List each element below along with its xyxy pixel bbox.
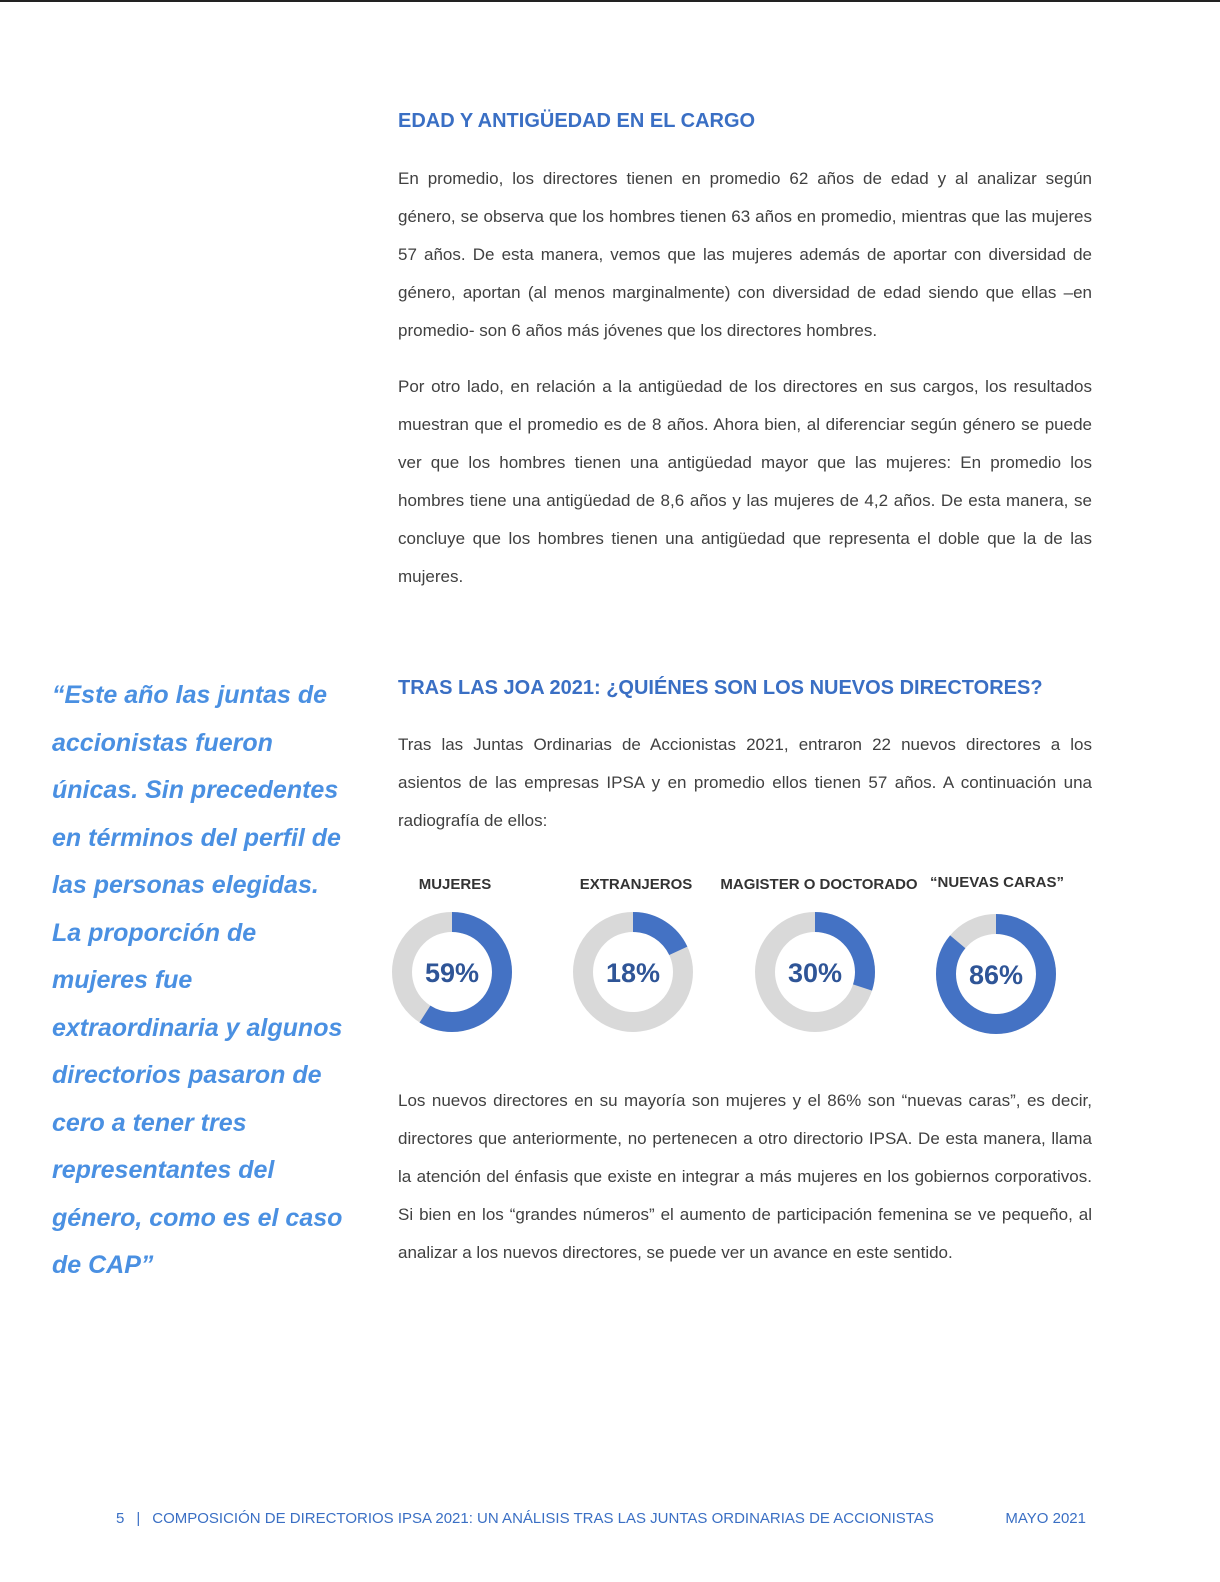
donut-label-mujeres: MUJERES — [418, 876, 492, 893]
donut-nuevas-caras — [934, 912, 1058, 1036]
donut-percent-label: 30% — [787, 958, 843, 988]
paragraph-conclusion-nuevos: Los nuevos directores en su mayoría son mujeres y el 86% son “nuevas caras”, es decir, directores que anteriormente, no pertenecen a otro directorio IPSA. De esta manera, llama la atención del énfasis que existe en integrar a más mujeres en los gobiernos corporativos. Si bien en los “grandes números” el aumento de participación femenina se ve pequeño, al analizar a los nuevos directores, se puede ver un avance en este sentido. — [398, 1091, 1092, 1262]
donut-label-extranjeros: EXTRANJEROS — [579, 876, 693, 893]
paragraph-edad: En promedio, los directores tienen en promedio 62 años de edad y al analizar según género, se observa que los hombres tienen 63 años en promedio, mientras que las mujeres 57 años. De esta manera, vemos que las mujeres además de aportar con diversidad de género, aportan (al menos marginalmente) con diversidad de edad siendo que ellas –en promedio- son 6 años más jóvenes que los directores hombres. — [398, 169, 1092, 340]
donut-mujeres — [390, 910, 514, 1034]
top-rule — [0, 0, 1220, 2]
donut-extranjeros — [571, 910, 695, 1034]
page-number: 5 — [116, 1510, 125, 1527]
footer-separator: | — [136, 1510, 141, 1527]
pull-quote: “Este año las juntas de accionistas fueron únicas. Sin precedentes en términos del perfil de las personas elegidas. La proporción de mujeres fue extraordinaria y algunos directorios pasaron de cero a tener tres representantes del género, como es el caso de CAP” — [52, 681, 343, 1279]
donut-label-nuevas-caras: “NUEVAS CARAS” — [930, 874, 1064, 891]
paragraph-intro-nuevos: Tras las Juntas Ordinarias de Accionistas 2021, entraron 22 nuevos directores a los asientos de las empresas IPSA y en promedio ellos tienen 57 años. A continuación una radiografía de ellos: — [398, 735, 1092, 830]
donut-label-magister: MAGISTER O DOCTORADO — [720, 876, 918, 893]
donut-percent-label: 18% — [605, 958, 661, 988]
donut-percent-label: 86% — [968, 960, 1024, 990]
footer-date: MAYO 2021 — [1005, 1510, 1086, 1527]
paragraph-antiguedad: Por otro lado, en relación a la antigüedad de los directores en sus cargos, los resultados muestran que el promedio es de 8 años. Ahora bien, al diferenciar según género se puede ver que los hombres tienen una antigüedad mayor que las mujeres: En promedio los hombres tiene una antigüedad de 8,6 años y las mujeres de 4,2 años. De esta manera, se concluye que los hombres tienen una antigüedad que representa el doble que la de las mujeres. — [398, 377, 1092, 586]
section-heading-nuevos-directores: TRAS LAS JOA 2021: ¿QUIÉNES SON LOS NUEVOS DIRECTORES? — [398, 677, 1043, 699]
section-heading-edad: EDAD Y ANTIGÜEDAD EN EL CARGO — [398, 110, 756, 132]
donut-percent-label: 59% — [424, 958, 480, 988]
footer-title: COMPOSICIÓN DE DIRECTORIOS IPSA 2021: UN ANÁLISIS TRAS LAS JUNTAS ORDINARIAS DE ACCIONISTAS — [152, 1510, 934, 1527]
donut-magister — [753, 910, 877, 1034]
page-footer — [116, 1510, 1086, 1527]
